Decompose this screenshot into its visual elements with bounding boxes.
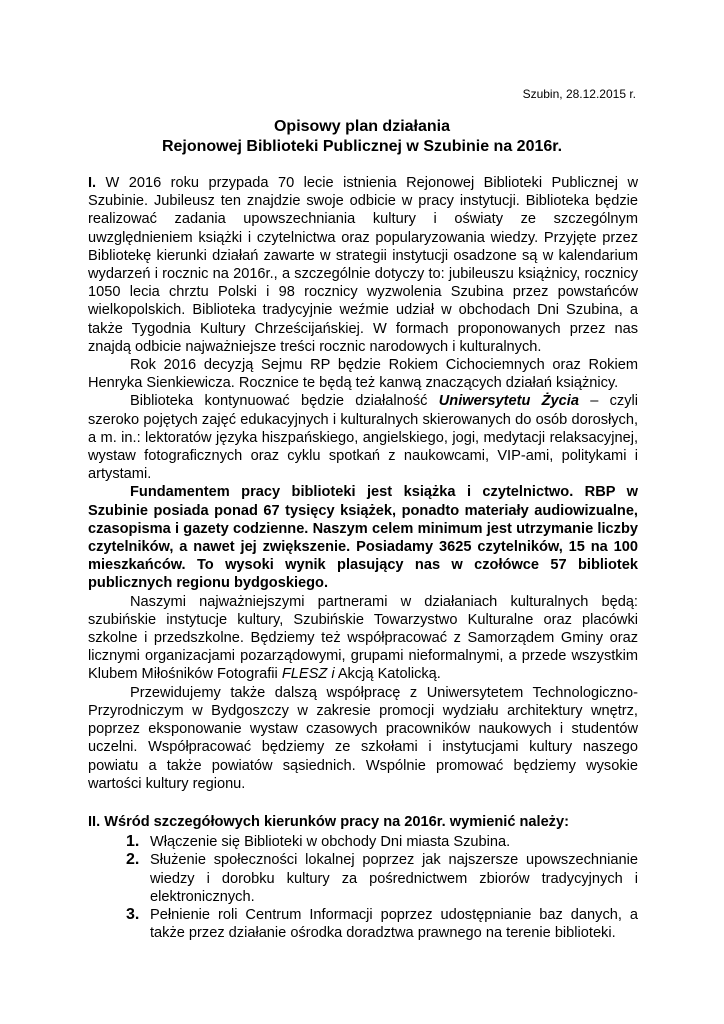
directions-list [88, 833, 638, 942]
paragraph-3 [88, 392, 638, 483]
list-item-text: Włączenie się Biblioteki w obchody Dni miasta Szubina. [150, 834, 511, 851]
section-2-heading: II. Wśród szczegółowych kierunków pracy na 2016r. wymienić należy: [88, 813, 569, 830]
document-date: Szubin, 28.12.2015 r. [522, 87, 636, 101]
list-item-number: 3. [126, 905, 140, 923]
paragraph-1 [88, 174, 638, 356]
paragraph-5 [88, 593, 638, 684]
paragraph-3-start: Biblioteka kontynuować będzie działalność [130, 393, 439, 410]
paragraph-3-rest: – czyli szeroko pojętych zajęć edukacyjnych i kulturalnych skierowanych do osób dorosłych, a m. in.: lektoratów języka hiszpańskiego, angielskiego, jogi, medytacji relaksacyjnej, wystaw fotograficznych oraz cyklu spotkań z naukowcami, VIP-ami, politykami i artystami. [88, 393, 638, 483]
paragraph-1-text: W 2016 roku przypada 70 lecie istnienia Rejonowej Biblioteki Publicznej w Szubinie. Jubileusz ten znajdzie swoje odbicie w pracy instytucji. Biblioteka będzie realizować zadania upowszechniania kultury i oświaty ze szczególnym uwzględnieniem książki i czytelnictwa oraz popularyzowania wiedzy. Przyjęte przez Bibliotekę kierunki działań zawarte w strategii instytucji osadzone są w kalendarium wydarzeń i rocznic na 2016r., a szczególnie dotyczy to: jubileuszu książnicy, rocznicy 1050 lecia chrztu Polski i 98 rocznicy wyzwolenia Szubina przez powstańców wielkopolskich. Biblioteka tradycyjnie weźmie udział w obchodach Dni Szubina, a także Tygodnia Kultury Chrześcijańskiej. W formach proponowanych przez nas znajdą odbicie najważniejsze treści rocznic narodowych i kulturalnych. [88, 175, 638, 355]
list-item [88, 851, 638, 906]
paragraph-6: Przewidujemy także dalszą współpracę z Uniwersytetem Technologiczno-Przyrodniczym w Bydgoszczy w zakresie promocji wydziału architektury wnętrz, poprzez eksponowanie wystaw czasowych pracowników naukowych i studentów uczelni. Współpracować będziemy ze szkołami i instytucjami kultury naszego powiatu a także powiatów sąsiednich. Wspólnie promować będziemy wysokie wartości kultury regionu. [88, 684, 638, 792]
list-item-text: Pełnienie roli Centrum Informacji poprzez udostępnianie baz danych, a także przez działanie ośrodka doradztwa prawnego na terenie biblioteki. [150, 906, 638, 942]
paragraph-4: Fundamentem pracy biblioteki jest książka i czytelnictwo. RBP w Szubinie posiada ponad 67 tysięcy książek, ponadto materiały audiowizualne, czasopisma i gazety codzienne. Naszym celem minimum jest utrzymanie liczby czytelników, a nawet jej zwiększenie. Posiadamy 3625 czytelników, 15 na 100 mieszkańców. To wysoki wynik plasujący nas w czołówce 57 bibliotek publicznych regionu bydgoskiego. [88, 484, 638, 592]
paragraph-2: Rok 2016 decyzją Sejmu RP będzie Rokiem Cichociemnych oraz Rokiem Henryka Sienkiewicza. Rocznice te będą też kanwą znaczących działań książnicy. [88, 357, 638, 392]
paragraph-5-start: Naszymi najważniejszymi partnerami w działaniach kulturalnych będą: szubińskie instytucje kultury, Szubińskie Towarzystwo Kulturalne oraz placówki szkolne i przedszkolne. Będziemy też współpracować z Samorządem Gminy oraz licznymi organizacjami pozarządowymi, grupami nieformalnymi, a przede wszystkim Klubem Miłośników Fotografii [88, 593, 638, 683]
paragraph-5-end: Akcją Katolicką. [334, 666, 441, 683]
document-body [88, 174, 638, 942]
title-line-2: Rejonowej Biblioteki Publicznej w Szubinie na 2016r. [161, 138, 563, 155]
document-title [0, 117, 724, 157]
list-item [88, 906, 638, 942]
list-item-text: Służenie społeczności lokalnej poprzez jak najszersze upowszechnianie wiedzy i dorobku kultury za pośrednictwem zbiorów tradycyjnych i elektronicznych. [150, 852, 638, 905]
section-1-marker: I. [88, 175, 97, 191]
list-item [88, 833, 638, 851]
list-item-number: 1. [126, 833, 140, 851]
title-line-1: Opisowy plan działania [273, 118, 451, 135]
list-item-number: 2. [126, 851, 140, 869]
paragraph-3-emphasis: Uniwersytetu Życia [438, 393, 579, 410]
paragraph-5-emphasis: FLESZ i [281, 666, 335, 683]
